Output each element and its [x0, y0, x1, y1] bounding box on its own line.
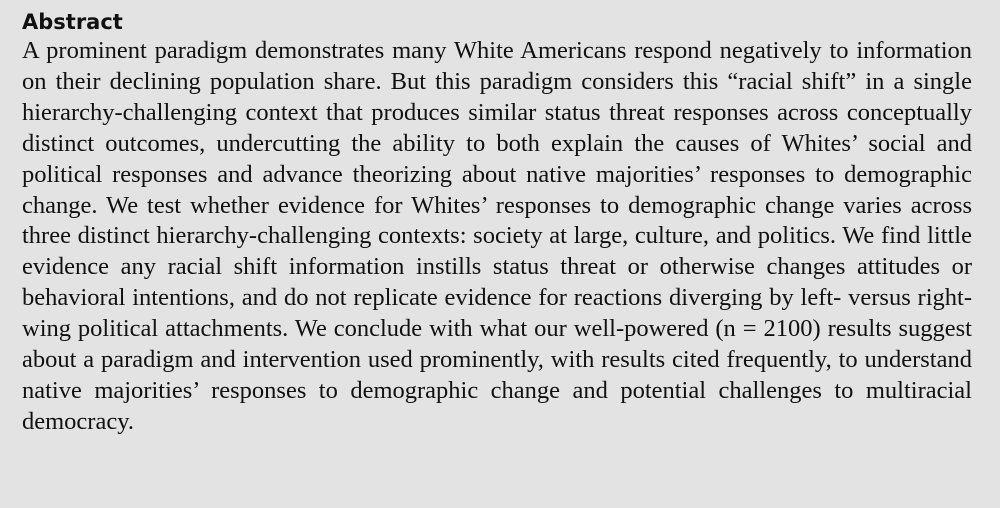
abstract-text: A prominent paradigm demonstrates many White Americans respond negatively to information on their declining population share. But this paradigm considers this “racial shift” in a single hierarchy-challenging context that produces similar status threat responses across conceptually distinct outcomes, undercutting the ability to both explain the causes of Whites’ social and political responses and advance theorizing about native majorities’ responses to demographic change. We test whether evidence for Whites’ responses to demographic change varies across three distinct hierarchy-challenging contexts: society at large, culture, and politics. We find little evidence any racial shift information instills status threat or otherwise changes attitudes or behavioral intentions, and do not replicate evidence for reactions diverging by left- versus right-wing political attachments. We conclude with what our well-powered (n = 2100) results suggest about a paradigm and intervention used prominently, with results cited frequently, to understand native majorities’ responses to demographic change and potential challenges to multiracial democracy. — [22, 37, 972, 435]
abstract-heading: Abstract — [22, 10, 123, 34]
